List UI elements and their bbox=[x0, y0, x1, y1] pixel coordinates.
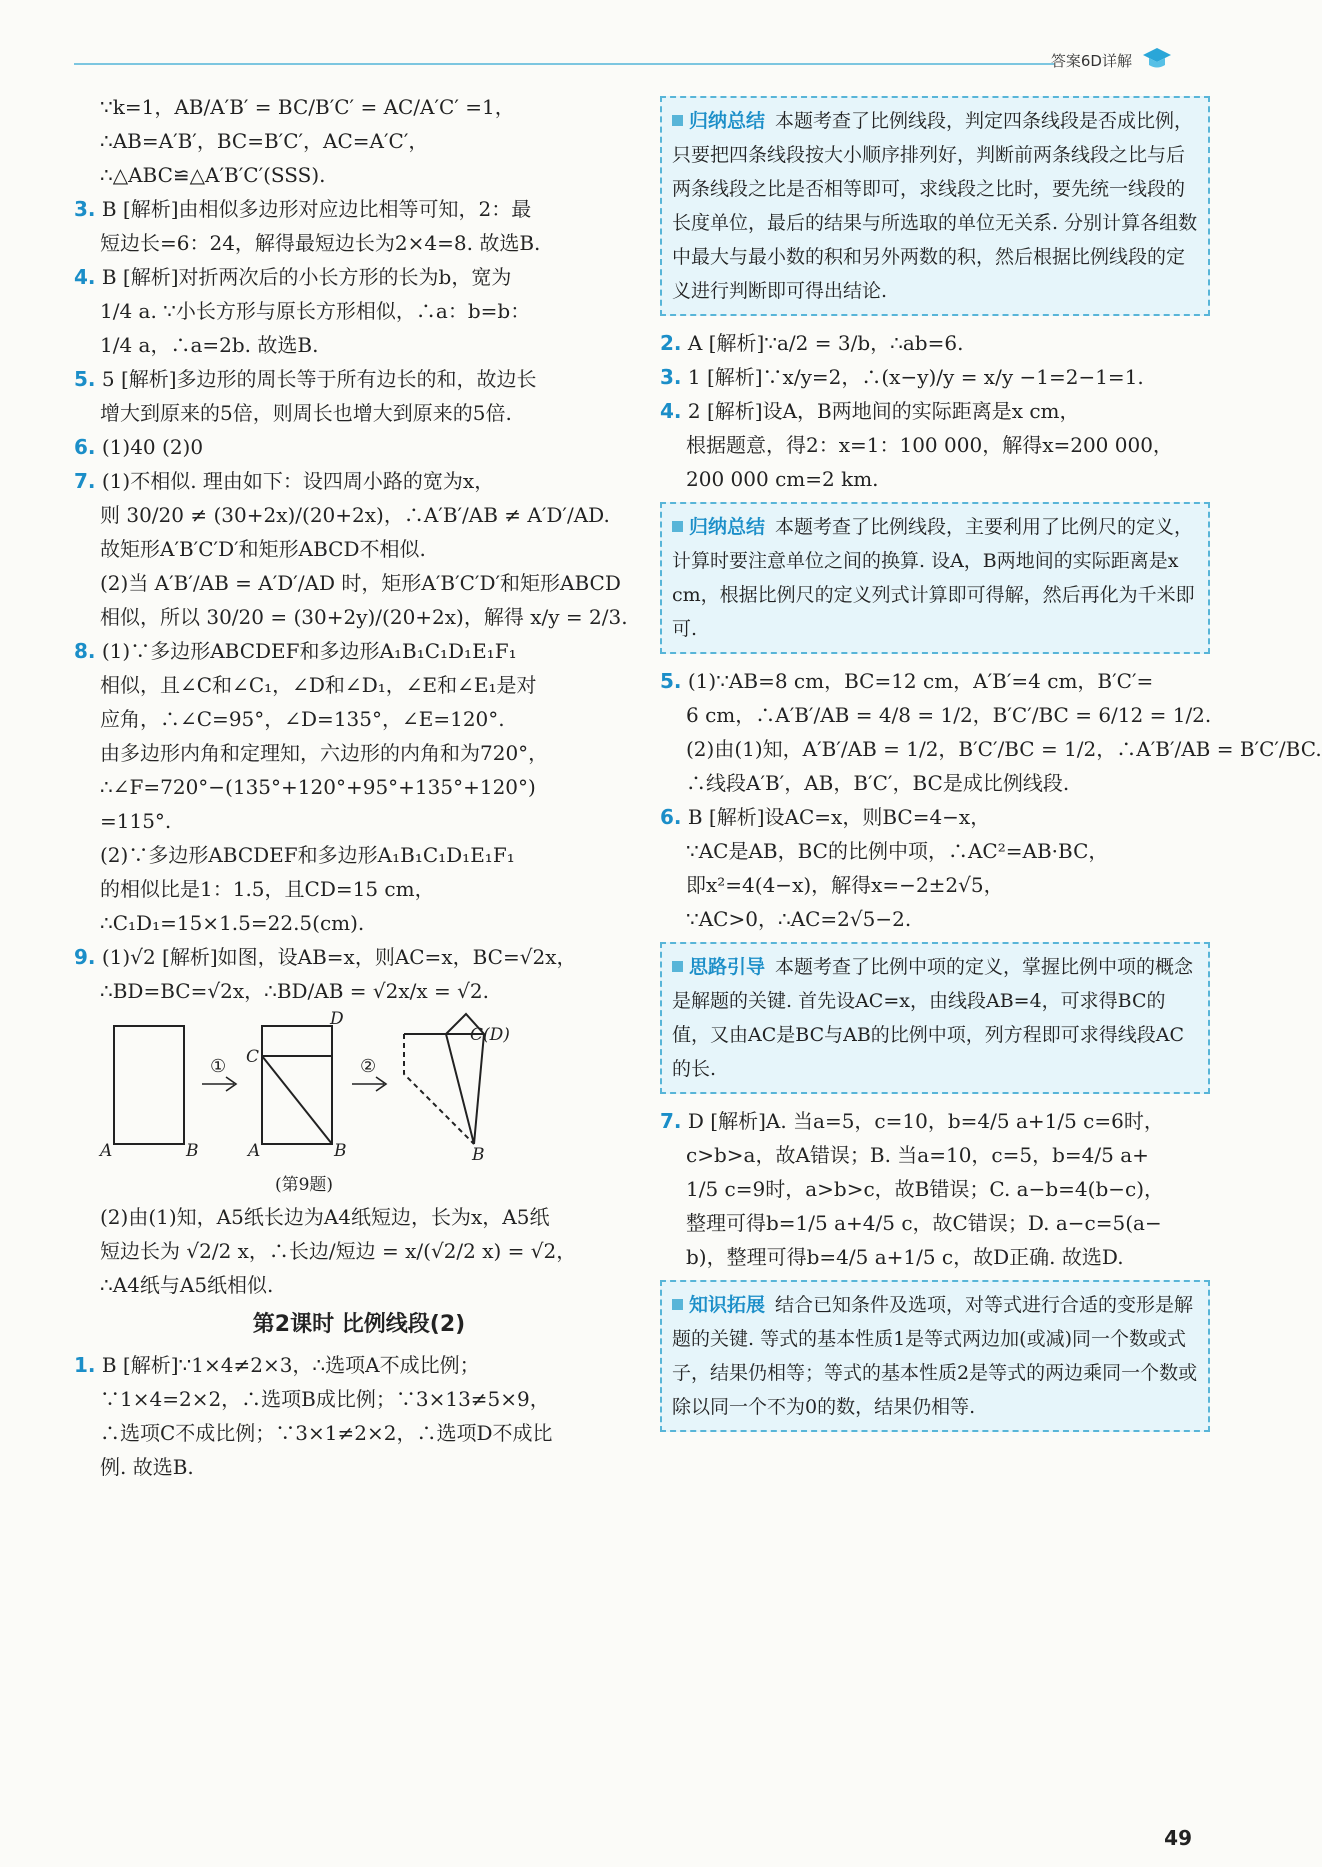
answer-text: (2)∵多边形ABCDEF和多边形A₁B₁C₁D₁E₁F₁ bbox=[100, 843, 515, 867]
question-number: 4. bbox=[74, 265, 96, 289]
summary-box-2-text: 本题考查了比例线段，主要利用了比例尺的定义，计算时要注意单位之间的换算. 设A，B两地间的实际距离是x cm，根据比例尺的定义列式计算即可得解，然后再化为千米即可. bbox=[672, 516, 1195, 640]
answer-text: ∴线段A′B′，AB，B′C′，BC是成比例线段. bbox=[686, 771, 1070, 795]
answer-line bbox=[74, 634, 644, 668]
answer-text: 整理可得b=1/5 a+4/5 c，故C错误；D. a−c=5(a− bbox=[686, 1211, 1162, 1235]
answer-text: 200 000 cm=2 km. bbox=[686, 467, 879, 491]
answer-line bbox=[74, 90, 644, 124]
answer-line bbox=[660, 1104, 1210, 1138]
answer-line bbox=[660, 698, 1210, 732]
answer-text: 短边长为 √2/2 x，∴长边/短边 = x/(√2/2 x) = √2， bbox=[100, 1239, 577, 1263]
answer-text: 的相似比是1：1.5，且CD=15 cm， bbox=[100, 877, 435, 901]
answer-line bbox=[74, 974, 644, 1008]
answer-text: ∵1×4=2×2，∴选项B成比例；∵3×13≠5×9， bbox=[100, 1387, 550, 1411]
answer-text: ∵AC>0，∴AC=2√5−2. bbox=[686, 907, 912, 931]
left-column bbox=[74, 90, 644, 1484]
answer-line bbox=[74, 1416, 644, 1450]
answer-text: B [解析]设AC=x，则BC=4−x， bbox=[687, 805, 991, 829]
answer-text: =115°. bbox=[100, 809, 172, 833]
question-number: 7. bbox=[74, 469, 96, 493]
answer-text: (1)∵AB=8 cm，BC=12 cm，A′B′=4 cm，B′C′= bbox=[687, 669, 1154, 693]
answer-text: 1/5 c=9时，a>b>c，故B错误；C. a−b=4(b−c)， bbox=[686, 1177, 1165, 1201]
answer-text: 由多边形内角和定理知，六边形的内角和为720°， bbox=[100, 741, 549, 765]
summary-box-2 bbox=[660, 502, 1210, 654]
answer-text: 5 [解析]多边形的周长等于所有边长的和，故边长 bbox=[101, 367, 537, 391]
answer-line bbox=[660, 664, 1210, 698]
section-title: 第2课时 比例线段(2) bbox=[252, 1312, 466, 1337]
left-answers-part2 bbox=[74, 1200, 644, 1302]
question-number: 8. bbox=[74, 639, 96, 663]
extension-box-4-text: 结合已知条件及选项，对等式进行合适的变形是解题的关键. 等式的基本性质1是等式两边加(或减)同一个数或式子，结果仍相等；等式的基本性质2是等式的两边乘同一个数或除以同一个不为0的数，结果仍相等. bbox=[672, 1294, 1198, 1418]
page-number: 49 bbox=[1164, 1826, 1192, 1850]
answer-text: 故矩形A′B′C′D′和矩形ABCD不相似. bbox=[100, 537, 426, 561]
answer-line bbox=[660, 732, 1322, 766]
answer-line bbox=[74, 192, 644, 226]
answer-text: ∵k=1，AB/A′B′ = BC/B′C′ = AC/A′C′ =1， bbox=[100, 95, 515, 119]
answer-text: (1)不相似. 理由如下：设四周小路的宽为x， bbox=[101, 469, 495, 493]
answer-line bbox=[660, 360, 1210, 394]
answer-text: ∴C₁D₁=15×1.5=22.5(cm). bbox=[100, 911, 365, 935]
answer-line bbox=[74, 600, 644, 634]
answer-line bbox=[74, 396, 644, 430]
figure-label-b3: B bbox=[472, 1145, 485, 1165]
answer-line bbox=[660, 800, 1210, 834]
summary-box-1 bbox=[660, 96, 1210, 316]
question-number: 5. bbox=[660, 669, 682, 693]
header-title: 答案6D详解 bbox=[1050, 52, 1132, 70]
question-number: 1. bbox=[74, 1353, 96, 1377]
figure-label-b2: B bbox=[334, 1141, 347, 1161]
summary-box-1-text: 本题考查了比例线段，判定四条线段是否成比例，只要把四条线段按大小顺序排列好，判断前两条线段之比与后两条线段之比是否相等即可，求线段之比时，要先统一线段的长度单位，最后的结果与所选取的单位无关系. 分别计算各组数中最大与最小数的积和另外两数的积，然后根据比例线段的定义进行判断即可得出结论. bbox=[672, 110, 1198, 302]
answer-line bbox=[74, 430, 644, 464]
answer-text: b)，整理可得b=4/5 a+1/5 c，故D正确. 故选D. bbox=[686, 1245, 1124, 1269]
header-rule bbox=[74, 63, 1054, 65]
left-answers-part1 bbox=[74, 90, 644, 1008]
answer-text: 例. 故选B. bbox=[100, 1455, 194, 1479]
answer-text: 相似，且∠C和∠C₁，∠D和∠D₁，∠E和∠E₁是对 bbox=[100, 673, 537, 697]
answer-line bbox=[74, 328, 644, 362]
answer-line bbox=[74, 668, 644, 702]
question-number: 4. bbox=[660, 399, 682, 423]
answer-line bbox=[660, 1206, 1210, 1240]
answer-text: 1 [解析]∵x/y=2，∴(x−y)/y = x/y −1=2−1=1. bbox=[687, 365, 1144, 389]
figure-step-1: ① bbox=[210, 1056, 227, 1077]
question-number: 3. bbox=[660, 365, 682, 389]
answer-text: 应角，∴∠C=95°，∠D=135°，∠E=120°. bbox=[100, 707, 505, 731]
answer-text: 相似，所以 30/20 = (30+2y)/(20+2x)，解得 x/y = 2/3. bbox=[100, 605, 628, 629]
answer-text: (1)∵多边形ABCDEF和多边形A₁B₁C₁D₁E₁F₁ bbox=[101, 639, 517, 663]
answer-text: 即x²=4(4−x)，解得x=−2±2√5， bbox=[686, 873, 1004, 897]
figure-step-2: ② bbox=[360, 1056, 377, 1077]
answer-line bbox=[74, 362, 644, 396]
answer-line bbox=[74, 1348, 644, 1382]
figure-label-a1: A bbox=[100, 1141, 113, 1161]
answer-line bbox=[74, 1200, 644, 1234]
guide-box-3 bbox=[660, 942, 1210, 1094]
answer-line bbox=[74, 498, 644, 532]
answer-text: 则 30/20 ≠ (30+2x)/(20+2x)，∴A′B′/AB ≠ A′D′/AD. bbox=[100, 503, 610, 527]
guide-box-3-text: 本题考查了比例中项的定义，掌握比例中项的概念是解题的关键. 首先设AC=x，由线段AB=4，可求得BC的值，又由AC是BC与AB的比例中项，列方程即可求得线段AC的长. bbox=[672, 956, 1194, 1080]
answer-text: (1)√2 [解析]如图，设AB=x，则AC=x，BC=√2x， bbox=[101, 945, 577, 969]
answer-line bbox=[74, 1268, 644, 1302]
figure-q9-drawing bbox=[74, 1009, 594, 1165]
answer-text: (1)40 (2)0 bbox=[101, 435, 204, 459]
graduation-cap-icon bbox=[1142, 46, 1172, 72]
answer-text: B [解析]对折两次后的小长方形的长为b，宽为 bbox=[101, 265, 512, 289]
extension-box-4-tag: 知识拓展 bbox=[672, 1288, 765, 1322]
answer-line bbox=[74, 158, 644, 192]
answer-text: 1/4 a. ∵小长方形与原长方形相似，∴a：b=b： bbox=[100, 299, 531, 323]
answer-line bbox=[74, 770, 644, 804]
answer-line bbox=[74, 1450, 644, 1484]
answer-line bbox=[74, 940, 644, 974]
answer-text: (2)由(1)知，A′B′/AB = 1/2，B′C′/BC = 1/2，∴A′B′/AB = B′C′/BC. bbox=[686, 737, 1322, 761]
answer-line bbox=[660, 902, 1210, 936]
answer-line bbox=[660, 766, 1210, 800]
answer-text: B [解析]由相似多边形对应边比相等可知，2：最 bbox=[101, 197, 532, 221]
right-answers-part1 bbox=[660, 326, 1210, 496]
answer-line bbox=[660, 462, 1210, 496]
question-number: 3. bbox=[74, 197, 96, 221]
answer-text: 根据题意，得2：x=1：100 000，解得x=200 000， bbox=[686, 433, 1173, 457]
answer-line bbox=[74, 260, 644, 294]
question-number: 9. bbox=[74, 945, 96, 969]
answer-text: 短边长=6：24，解得最短边长为2×4=8. 故选B. bbox=[100, 231, 541, 255]
right-answers-part3 bbox=[660, 1104, 1210, 1274]
question-number: 7. bbox=[660, 1109, 682, 1133]
question-number: 2. bbox=[660, 331, 682, 355]
figure-label-d: D bbox=[330, 1009, 344, 1029]
answer-text: 2 [解析]设A，B两地间的实际距离是x cm， bbox=[687, 399, 1080, 423]
answer-text: ∴AB=A′B′，BC=B′C′，AC=A′C′， bbox=[100, 129, 429, 153]
answer-line bbox=[74, 464, 644, 498]
answer-line bbox=[74, 906, 644, 940]
answer-line bbox=[74, 532, 644, 566]
figure-label-b1: B bbox=[186, 1141, 199, 1161]
answer-line bbox=[660, 326, 1210, 360]
answer-line bbox=[74, 226, 644, 260]
answer-text: ∴∠F=720°−(135°+120°+95°+135°+120°) bbox=[100, 775, 536, 799]
right-answers-part2 bbox=[660, 664, 1322, 936]
summary-box-2-tag: 归纳总结 bbox=[672, 510, 765, 544]
answer-text: ∴△ABC≌△A′B′C′(SSS). bbox=[100, 163, 326, 187]
answer-text: c>b>a，故A错误；B. 当a=10，c=5，b=4/5 a+ bbox=[686, 1143, 1149, 1167]
figure-q9 bbox=[74, 1009, 644, 1196]
extension-box-4 bbox=[660, 1280, 1210, 1432]
question-number: 6. bbox=[74, 435, 96, 459]
answer-text: 增大到原来的5倍，则周长也增大到原来的5倍. bbox=[100, 401, 512, 425]
figure-caption: (第9题) bbox=[274, 1175, 334, 1195]
answer-line bbox=[660, 428, 1210, 462]
answer-line bbox=[660, 394, 1210, 428]
answer-line bbox=[74, 702, 644, 736]
answer-text: 6 cm，∴A′B′/AB = 4/8 = 1/2，B′C′/BC = 6/12 = 1/2. bbox=[686, 703, 1212, 727]
answer-line bbox=[660, 1240, 1210, 1274]
answer-text: ∴A4纸与A5纸相似. bbox=[100, 1273, 274, 1297]
answer-line bbox=[74, 736, 644, 770]
answer-text: ∴BD=BC=√2x，∴BD/AB = √2x/x = √2. bbox=[100, 979, 489, 1003]
right-column bbox=[660, 90, 1322, 1442]
figure-label-c: C bbox=[246, 1047, 260, 1067]
answer-line bbox=[74, 1234, 644, 1268]
answer-line bbox=[74, 294, 644, 328]
answer-text: (2)当 A′B′/AB = A′D′/AD 时，矩形A′B′C′D′和矩形ABCD bbox=[100, 571, 621, 595]
answer-line bbox=[74, 566, 644, 600]
answer-text: ∵AC是AB，BC的比例中项，∴AC²=AB·BC， bbox=[686, 839, 1109, 863]
figure-label-a2: A bbox=[248, 1141, 261, 1161]
answer-line bbox=[660, 868, 1210, 902]
answer-text: 1/4 a，∴a=2b. 故选B. bbox=[100, 333, 319, 357]
answer-text: B [解析]∵1×4≠2×3，∴选项A不成比例； bbox=[101, 1353, 480, 1377]
answer-text: ∴选项C不成比例；∵3×1≠2×2，∴选项D不成比 bbox=[100, 1421, 553, 1445]
answer-text: D [解析]A. 当a=5，c=10，b=4/5 a+1/5 c=6时， bbox=[687, 1109, 1164, 1133]
answer-text: (2)由(1)知，A5纸长边为A4纸短边，长为x，A5纸 bbox=[100, 1205, 550, 1229]
question-number: 5. bbox=[74, 367, 96, 391]
answer-line bbox=[74, 124, 644, 158]
answer-line bbox=[74, 1382, 644, 1416]
answer-line bbox=[660, 834, 1210, 868]
left-answers-part3 bbox=[74, 1348, 644, 1484]
question-number: 6. bbox=[660, 805, 682, 829]
answer-line bbox=[74, 872, 644, 906]
figure-label-cd: C(D) bbox=[470, 1025, 510, 1045]
answer-line bbox=[660, 1138, 1210, 1172]
answer-text: A [解析]∵a/2 = 3/b，∴ab=6. bbox=[687, 331, 964, 355]
answer-line bbox=[660, 1172, 1210, 1206]
guide-box-3-tag: 思路引导 bbox=[672, 950, 765, 984]
answer-line bbox=[74, 804, 644, 838]
answer-line bbox=[74, 838, 644, 872]
summary-box-1-tag: 归纳总结 bbox=[672, 104, 765, 138]
